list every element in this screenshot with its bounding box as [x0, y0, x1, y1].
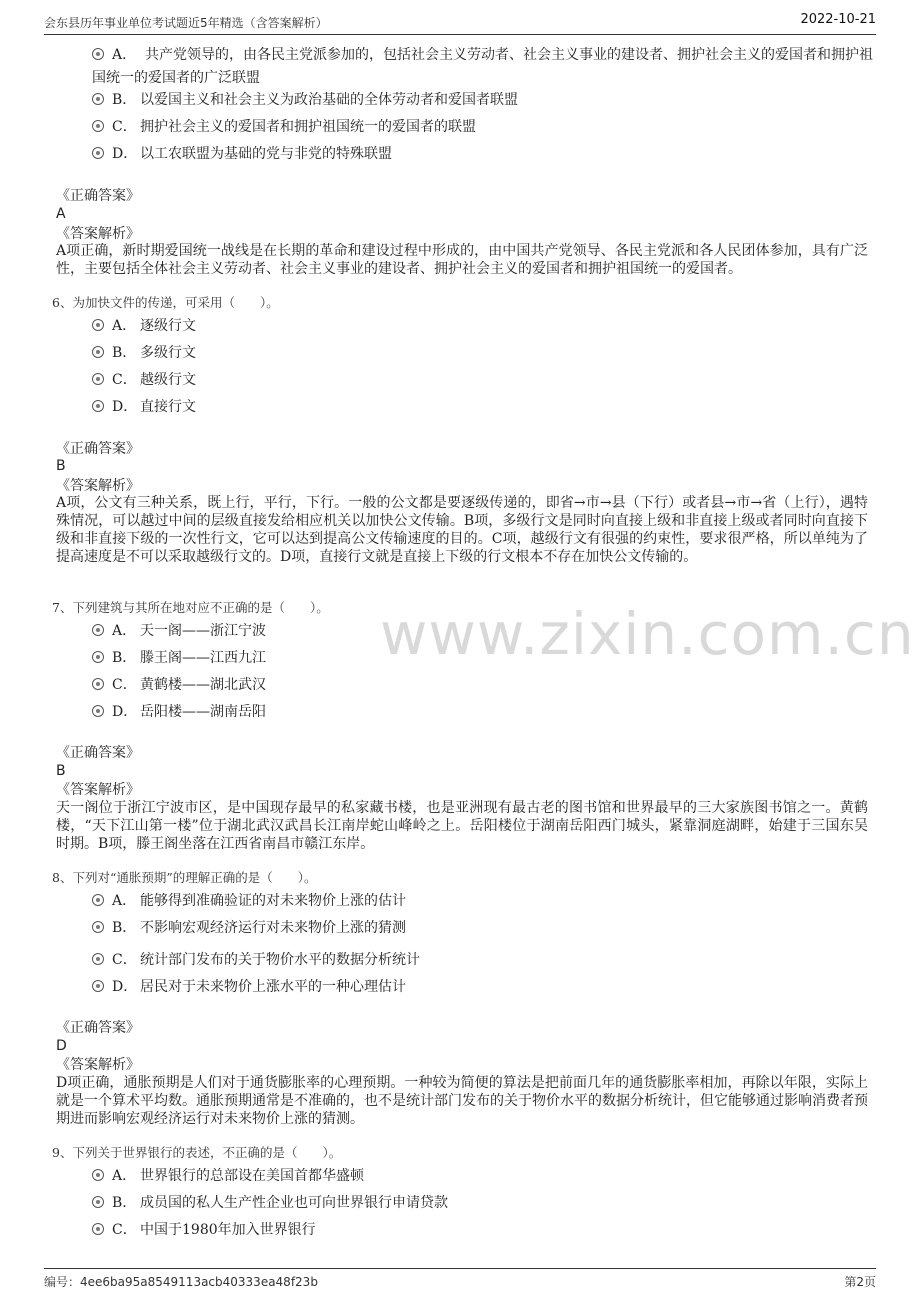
radio-icon[interactable] — [92, 705, 104, 717]
answer-label: 《正确答案》 — [56, 1020, 140, 1036]
option-text: 越级行文 — [140, 372, 196, 388]
option-c[interactable] — [92, 117, 476, 137]
question-9: 9、下列关于世界银行的表述，不正确的是（ ）。 — [52, 1145, 342, 1160]
analysis-text: A项正确，新时期爱国统一战线是在长期的革命和建设过程中形成的，由中国共产党领导、各民主党派和各人民团体参加，具有广泛性，主要包括全体社会主义劳动者、社会主义事业的建设者、拥护社会主义的爱国者和拥护祖国统一的爱国者。 — [56, 243, 868, 277]
question-6: 6、为加快文件的传递，可采用（ ）。 — [52, 295, 279, 310]
document-date: 2022-10-21 — [800, 12, 876, 27]
document-code: 编号：4ee6ba95a8549113acb40333ea48f23b — [44, 1275, 318, 1289]
option-c[interactable] — [92, 675, 266, 695]
option-b[interactable] — [92, 918, 406, 938]
option-letter: B． — [112, 92, 137, 108]
option-text: 天一阁——浙江宁波 — [140, 623, 266, 639]
option-text: 逐级行文 — [140, 318, 196, 334]
option-letter: C． — [112, 372, 137, 388]
radio-icon[interactable] — [92, 400, 104, 412]
option-text: 多级行文 — [140, 345, 196, 361]
radio-icon[interactable] — [92, 120, 104, 132]
page-number: 第2页 — [844, 1275, 876, 1289]
radio-icon[interactable] — [92, 93, 104, 105]
option-b[interactable] — [92, 90, 518, 110]
option-letter: D． — [112, 399, 138, 415]
option-text: 世界银行的总部设在美国首都华盛顿 — [140, 1168, 364, 1184]
option-letter: C． — [112, 677, 137, 693]
radio-icon[interactable] — [92, 147, 104, 159]
option-d[interactable] — [92, 397, 196, 417]
answer-value: A — [56, 206, 66, 222]
option-d[interactable] — [92, 702, 266, 722]
radio-icon[interactable] — [92, 980, 104, 992]
option-a[interactable] — [92, 621, 266, 641]
option-letter: D． — [112, 704, 138, 720]
option-letter: B． — [112, 920, 137, 936]
radio-icon[interactable] — [92, 1196, 104, 1208]
option-text: 共产党领导的，由各民主党派参加的，包括社会主义劳动者、社会主义事业的建设者、拥护社会主义的爱国者和拥护祖国统一的爱国者的广泛联盟 — [92, 47, 874, 86]
analysis-text: D项正确，通胀预期是人们对于通货膨胀率的心理预期。一种较为简便的算法是把前面几年的通货膨胀率相加，再除以年限，实际上就是一个算术平均数。通胀预期通常是不准确的，也不是统计部门发布的关于物价水平的数据分析统计，但它能够通过影响消费者预期进而影响宏观经济运行对未来物价上涨的猜测。 — [56, 1075, 868, 1127]
option-text: 成员国的私人生产性企业也可向世界银行申请贷款 — [140, 1195, 448, 1211]
radio-icon[interactable] — [92, 319, 104, 331]
radio-icon[interactable] — [92, 373, 104, 385]
answer-label: 《正确答案》 — [56, 441, 140, 457]
option-a[interactable] — [92, 316, 196, 336]
option-a[interactable] — [92, 1166, 364, 1186]
radio-icon[interactable] — [92, 678, 104, 690]
watermark: www.zixin.com.cn — [380, 600, 915, 668]
option-c[interactable] — [92, 950, 420, 970]
option-text: 黄鹤楼——湖北武汉 — [140, 677, 266, 693]
option-text: 以工农联盟为基础的党与非党的特殊联盟 — [140, 146, 392, 162]
option-b[interactable] — [92, 1193, 448, 1213]
option-text: 滕王阁——江西九江 — [140, 650, 266, 666]
option-c[interactable] — [92, 370, 196, 390]
option-d[interactable] — [92, 144, 392, 164]
option-a[interactable] — [92, 891, 406, 911]
radio-icon[interactable] — [92, 624, 104, 636]
option-b[interactable] — [92, 343, 196, 363]
option-text: 不影响宏观经济运行对未来物价上涨的猜测 — [140, 920, 406, 936]
option-d[interactable] — [92, 977, 406, 997]
answer-value: B — [56, 458, 66, 474]
analysis-text: 天一阁位于浙江宁波市区，是中国现存最早的私家藏书楼，也是亚洲现有最古老的图书馆和世界最早的三大家族图书馆之一。黄鹤楼，“天下江山第一楼”位于湖北武汉武昌长江南岸蛇山峰岭之上。岳阳楼位于湖南岳阳西门城头，紧靠洞庭湖畔，始建于三国东吴时期。B项，滕王阁坐落在江西省南昌市赣江东岸。 — [56, 800, 868, 852]
radio-icon[interactable] — [92, 651, 104, 663]
answer-label: 《正确答案》 — [56, 188, 140, 204]
radio-icon[interactable] — [92, 346, 104, 358]
option-text: 拥护社会主义的爱国者和拥护祖国统一的爱国者的联盟 — [140, 119, 476, 135]
option-letter: A． — [112, 623, 137, 639]
option-letter: A． — [112, 318, 137, 334]
option-letter: D． — [112, 979, 138, 995]
option-letter: B． — [112, 650, 137, 666]
page-footer — [44, 1268, 876, 1291]
question-8: 8、下列对“通胀预期”的理解正确的是（ ）。 — [52, 870, 317, 885]
analysis-label: 《答案解析》 — [56, 478, 140, 494]
analysis-label: 《答案解析》 — [56, 782, 140, 798]
option-text: 直接行文 — [140, 399, 196, 415]
analysis-label: 《答案解析》 — [56, 1057, 140, 1073]
option-text: 统计部门发布的关于物价水平的数据分析统计 — [140, 952, 420, 968]
option-b[interactable] — [92, 648, 266, 668]
page-header — [44, 12, 876, 35]
question-7: 7、下列建筑与其所在地对应不正确的是（ ）。 — [52, 600, 329, 615]
option-letter: D． — [112, 146, 138, 162]
option-text: 岳阳楼——湖南岳阳 — [140, 704, 266, 720]
option-letter: A． — [112, 1168, 137, 1184]
document-title: 会东县历年事业单位考试题近5年精选（含答案解析） — [44, 16, 328, 30]
option-letter: B． — [112, 345, 137, 361]
option-letter: A． — [112, 893, 137, 909]
option-letter: B． — [112, 1195, 137, 1211]
option-letter: C． — [112, 1222, 137, 1238]
radio-icon[interactable] — [92, 894, 104, 906]
option-c[interactable] — [92, 1220, 316, 1240]
option-text: 以爱国主义和社会主义为政治基础的全体劳动者和爱国者联盟 — [140, 92, 518, 108]
radio-icon[interactable] — [92, 48, 104, 60]
option-text: 中国于1980年加入世界银行 — [140, 1222, 316, 1238]
radio-icon[interactable] — [92, 921, 104, 933]
option-letter: A． — [112, 47, 137, 63]
option-letter: C． — [112, 952, 137, 968]
answer-label: 《正确答案》 — [56, 745, 140, 761]
radio-icon[interactable] — [92, 1169, 104, 1181]
option-a[interactable] — [92, 44, 882, 90]
analysis-text: A项，公文有三种关系，既上行，平行，下行。一般的公文都是要逐级传递的，即省→市→县（下行）或者县→市→省（上行），遇特殊情况，可以越过中间的层级直接发给相应机关以加快公文传输。B项，多级行文是同时向直接上级和非直接上级或者同时向直接下级和非直接下级的一次性行文，它可以达到提高公文传输速度的目的。C项，越级行文有很强的约束性，要求很严格，所以单纯为了提高速度是不可以采取越级行文的。D项，直接行文就是直接上下级的行文根本不存在加快公文传输的。 — [56, 495, 868, 565]
option-text: 能够得到准确验证的对未来物价上涨的估计 — [140, 893, 406, 909]
option-letter: C． — [112, 119, 137, 135]
answer-value: D — [56, 1038, 67, 1054]
answer-value: B — [56, 763, 66, 779]
radio-icon[interactable] — [92, 1223, 104, 1235]
analysis-label: 《答案解析》 — [56, 226, 140, 242]
radio-icon[interactable] — [92, 953, 104, 965]
option-text: 居民对于未来物价上涨水平的一种心理估计 — [140, 979, 406, 995]
